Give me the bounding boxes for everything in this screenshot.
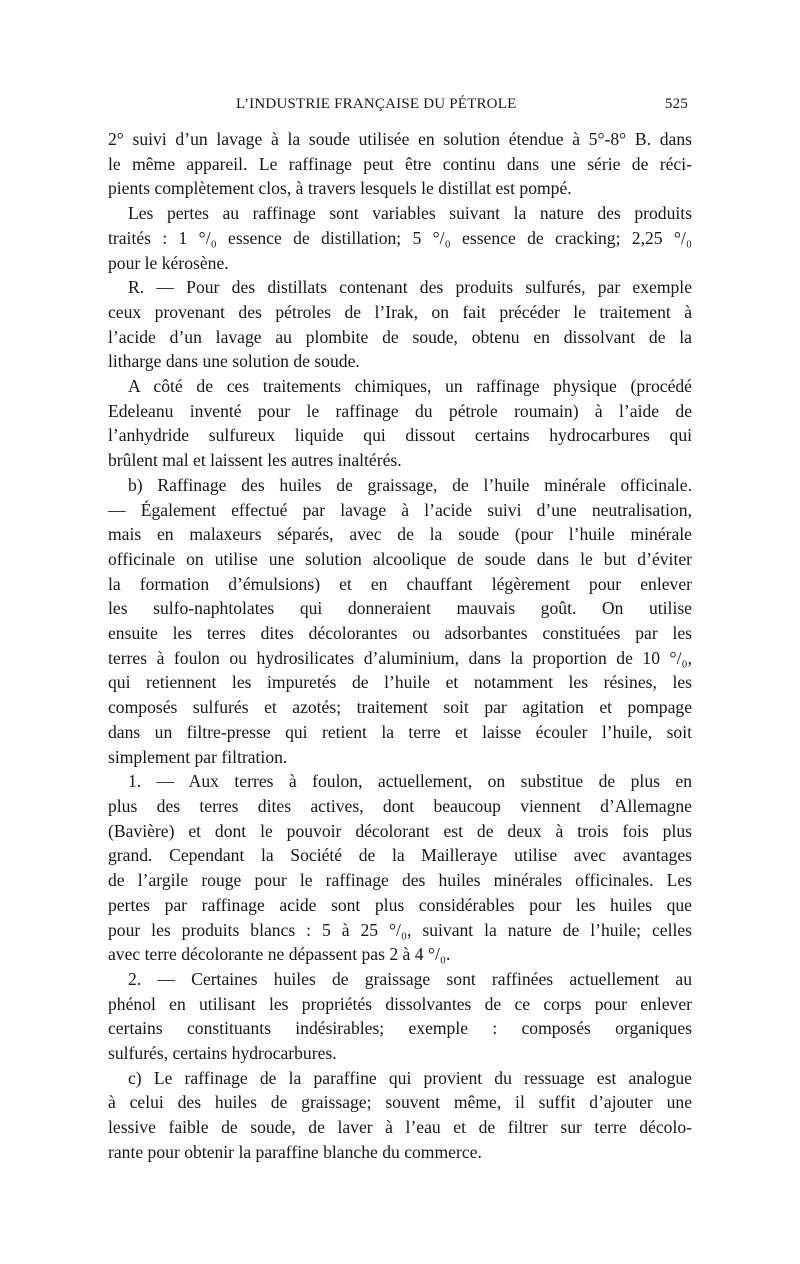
text-line: — Également effectué par lavage à l’acide suivi d’une neutralisation, — [108, 499, 692, 520]
body-text — [108, 127, 692, 1165]
text-line: les sulfo-naphtolates qui donneraient mauvais goût. On utilise — [108, 598, 692, 619]
text-line: ensuite les terres dites décolorantes ou adsorbantes constituées par les — [108, 623, 692, 644]
text-line: rante pour obtenir la paraffine blanche du commerce. — [108, 1141, 482, 1162]
text-line: l’anhydride sulfureux liquide qui dissout certains hydrocarbures qui — [108, 425, 692, 446]
text-line: plus des terres dites actives, dont beaucoup viennent d’Allemagne — [108, 795, 692, 816]
text-line: à celui des huiles de graissage; souvent même, il suffit d’ajouter une — [108, 1092, 692, 1113]
text-line: Edeleanu inventé pour le raffinage du pétrole roumain) à l’aide de — [108, 400, 692, 421]
text-line: Les pertes au raffinage sont variables suivant la nature des produits — [128, 203, 692, 224]
text-line: l’acide d’un lavage au plombite de soude, obtenu en dissolvant de la — [108, 326, 692, 347]
page-header — [108, 96, 688, 118]
text-line: simplement par filtration. — [108, 746, 288, 767]
running-title: L’INDUSTRIE FRANÇAISE DU PÉTROLE — [236, 96, 517, 112]
text-line: pour le kérosène. — [108, 252, 229, 273]
text-line: pour les produits blancs : 5 à 25 °/₀, suivant la nature de l’huile; celles — [108, 919, 692, 940]
text-line: lessive faible de soude, de laver à l’eau et de filtrer sur terre décolo- — [108, 1117, 692, 1138]
text-line: (Bavière) et dont le pouvoir décolorant est de deux à trois fois plus — [108, 820, 692, 841]
text-line: b) Raffinage des huiles de graissage, de l’huile minérale officinale. — [128, 474, 692, 495]
text-line: brûlent mal et laissent les autres inaltérés. — [108, 450, 402, 471]
text-line: la formation d’émulsions) et en chauffant légèrement pour enlever — [108, 573, 692, 594]
text-line: litharge dans une solution de soude. — [108, 351, 360, 372]
page-number: 525 — [664, 96, 688, 112]
text-line: le même appareil. Le raffinage peut être continu dans une série de réci- — [108, 153, 692, 174]
text-line: grand. Cependant la Société de la Mailleraye utilise avec avantages — [108, 845, 692, 866]
text-line: traités : 1 °/₀ essence de distillation; 5 °/₀ essence de cracking; 2,25 °/₀ — [108, 227, 692, 248]
text-line: qui retiennent les impuretés de l’huile et notamment les résines, les — [108, 672, 692, 693]
text-line: composés sulfurés et azotés; traitement soit par agitation et pompage — [108, 697, 692, 718]
text-line: de l’argile rouge pour le raffinage des huiles minérales officinales. Les — [108, 870, 692, 891]
text-line: ceux provenant des pétroles de l’Irak, on fait précéder le traitement à — [108, 301, 692, 322]
text-line: phénol en utilisant les propriétés dissolvantes de ce corps pour enlever — [108, 993, 692, 1014]
text-line: certains constituants indésirables; exemple : composés organiques — [108, 1018, 692, 1039]
text-line: dans un filtre-presse qui retient la terre et laisse écouler l’huile, soit — [108, 721, 692, 742]
text-line: 1. — Aux terres à foulon, actuellement, on substitue de plus en — [128, 771, 692, 792]
text-line: pients complètement clos, à travers lesquels le distillat est pompé. — [108, 178, 572, 199]
text-line: avec terre décolorante ne dépassent pas 2 à 4 °/₀. — [108, 944, 451, 965]
text-line: terres à foulon ou hydrosilicates d’aluminium, dans la proportion de 10 °/₀, — [108, 647, 692, 668]
text-line: 2° suivi d’un lavage à la soude utilisée en solution étendue à 5°-8° B. dans — [108, 129, 692, 149]
text-line: officinale on utilise une solution alcoolique de soude dans le but d’éviter — [108, 548, 692, 569]
text-line: mais en malaxeurs séparés, avec de la soude (pour l’huile minérale — [108, 524, 692, 545]
text-line: sulfurés, certains hydrocarbures. — [108, 1043, 337, 1064]
text-line: 2. — Certaines huiles de graissage sont raffinées actuellement au — [128, 968, 692, 989]
text-line: R. — Pour des distillats contenant des produits sulfurés, par exemple — [128, 277, 692, 298]
text-line: A côté de ces traitements chimiques, un raffinage physique (procédé — [128, 376, 692, 397]
text-line: c) Le raffinage de la paraffine qui provient du ressuage est analogue — [128, 1067, 692, 1088]
text-line: pertes par raffinage acide sont plus considérables pour les huiles que — [108, 894, 692, 915]
